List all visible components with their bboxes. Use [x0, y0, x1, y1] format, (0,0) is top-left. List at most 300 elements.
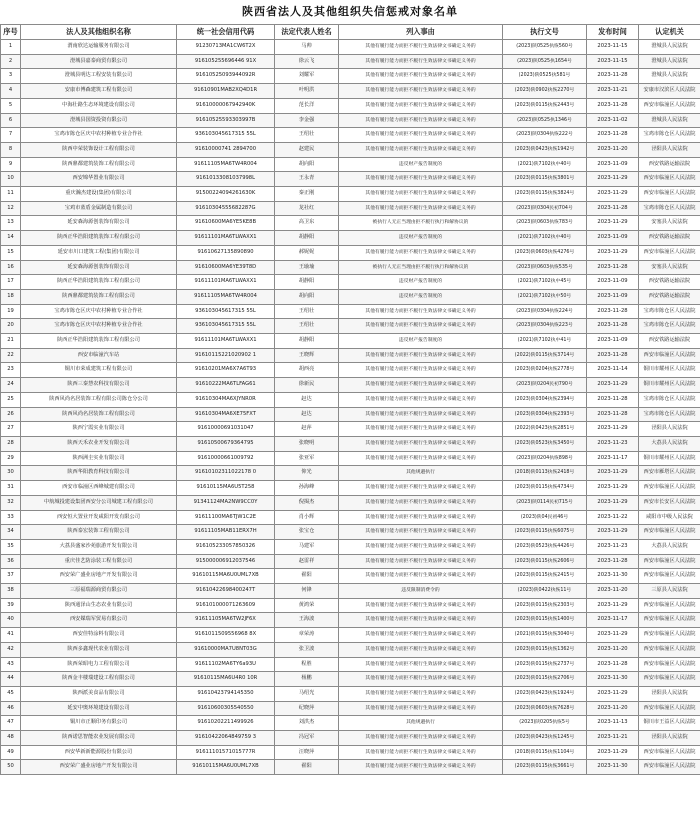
cell-credit-code: 91610202211499926 [177, 716, 275, 731]
cell-publish-date: 2023-11-02 [587, 113, 639, 128]
cell-legal-rep: 章荣涛 [275, 628, 339, 643]
table-row [1, 84, 700, 99]
cell-org-name: 澄城县国资投资有限公司 [21, 113, 177, 128]
table-row [1, 760, 700, 775]
cell-credit-code: 91611101MA6TLWAXX1 [177, 275, 275, 290]
cell-org-name: 延安市川口建筑工程(集团)有限公司 [21, 245, 177, 260]
table-row [1, 628, 700, 643]
cell-legal-rep: 马绍光 [275, 686, 339, 701]
cell-publish-date: 2023-11-22 [587, 510, 639, 525]
cell-publish-date: 2023-11-29 [587, 745, 639, 760]
cell-credit-code: 91610000691031047 [177, 422, 275, 437]
cell-legal-rep: 徐云飞 [275, 54, 339, 69]
cell-credit-code: 91610600305540550 [177, 701, 275, 716]
cell-case-number: (2023)陕0204执恢2778号 [503, 363, 587, 378]
cell-index: 15 [1, 245, 21, 260]
cell-publish-date: 2023-11-29 [587, 495, 639, 510]
cell-org-name: 延安森海源创装饰有限公司 [21, 216, 177, 231]
cell-legal-rep: 叶明洪 [275, 84, 339, 99]
cell-credit-code: 91610115221020902 1 [177, 348, 275, 363]
cell-authority: 西安市临潼区人民法院 [639, 525, 700, 540]
cell-reason: 被执行人无正当理由拒不履行执行和解协议的 [339, 260, 503, 275]
cell-legal-rep: 王海波 [275, 613, 339, 628]
cell-legal-rep: 张晓明 [275, 436, 339, 451]
cell-publish-date: 2023-11-29 [587, 481, 639, 496]
cell-case-number: (2021)陕7102执中41号 [503, 334, 587, 349]
cell-index: 30 [1, 466, 21, 481]
table-row [1, 436, 700, 451]
cell-case-number: (2023)陕0304执恢2393号 [503, 407, 587, 422]
cell-reason: 其他有履行能力而拒不履行生效法律文书确定义务的 [339, 598, 503, 613]
cell-org-name: 宝鸡市陈仓区庆中农村种植专业合作社 [21, 319, 177, 334]
cell-org-name: 陕西洲圭实业有限公司 [21, 451, 177, 466]
cell-case-number: (2023)陕0603执恢783号 [503, 216, 587, 231]
cell-credit-code: 91611101MA6TLWAXX1 [177, 231, 275, 246]
cell-credit-code: 91610115MA6U0UML7XB [177, 760, 275, 775]
table-row [1, 554, 700, 569]
cell-legal-rep: 王永青 [275, 172, 339, 187]
cell-index: 32 [1, 495, 21, 510]
table-row [1, 40, 700, 55]
cell-publish-date: 2023-11-09 [587, 289, 639, 304]
cell-authority: 咸阳市中级人民法院 [639, 510, 700, 525]
cell-index: 2 [1, 54, 21, 69]
cell-authority: 西安市临潼区人民法院 [639, 701, 700, 716]
cell-reason: 其他有履行能力而拒不履行生效法律文书确定义务的 [339, 642, 503, 657]
cell-org-name: 陕西派美食品有限公司 [21, 686, 177, 701]
table-row [1, 422, 700, 437]
cell-authority: 西安市临潼区人民法院 [639, 672, 700, 687]
cell-publish-date: 2023-11-15 [587, 40, 639, 55]
cell-credit-code: 91611105MA6TW2JF6X [177, 613, 275, 628]
cell-authority: 铜川市耀州区人民法院 [639, 378, 700, 393]
table-row [1, 113, 700, 128]
table-row [1, 334, 700, 349]
cell-publish-date: 2023-11-09 [587, 231, 639, 246]
table-row [1, 201, 700, 216]
cell-credit-code: 91610000741 2894700 [177, 142, 275, 157]
cell-reason: 其他有履行能力而拒不履行生效法律文书确定义务的 [339, 731, 503, 746]
cell-reason: 其他有履行能力而拒不履行生效法律文书确定义务的 [339, 40, 503, 55]
cell-legal-rep: 刘洪杰 [275, 716, 339, 731]
cell-authority: 宝鸡市陈仓区人民法院 [639, 407, 700, 422]
cell-reason: 其他有履行能力而拒不履行生效法律文书确定义务的 [339, 745, 503, 760]
cell-authority: 西安市临潼区人民法院 [639, 628, 700, 643]
cell-case-number: (2023)陕0115执恢3824号 [503, 187, 587, 202]
cell-publish-date: 2023-11-28 [587, 392, 639, 407]
cell-reason: 其他有履行能力而拒不履行生效法律文书确定义务的 [339, 187, 503, 202]
table-row [1, 451, 700, 466]
cell-org-name: 安康市博森建筑工程有限公司 [21, 84, 177, 99]
cell-authority: 西安市长安区人民法院 [639, 495, 700, 510]
cell-legal-rep: 纪晓萍 [275, 701, 339, 716]
cell-org-name: 陕西三秦慧农科技有限公司 [21, 378, 177, 393]
table-row [1, 98, 700, 113]
cell-authority: 西安市临潼区人民法院 [639, 657, 700, 672]
cell-authority: 铜川市耀州区人民法院 [639, 451, 700, 466]
cell-reason: 其他有履行能力而拒不履行生效法律文书确定义务的 [339, 554, 503, 569]
cell-reason: 违反财产报告制度的 [339, 231, 503, 246]
cell-legal-rep: 王晓辉 [275, 348, 339, 363]
cell-publish-date: 2023-11-28 [587, 260, 639, 275]
cell-authority: 西安铁路运输法院 [639, 157, 700, 172]
cell-authority: 西安市临潼区人民法院 [639, 172, 700, 187]
cell-org-name: 西安市临潼汽车站 [21, 348, 177, 363]
cell-index: 36 [1, 554, 21, 569]
cell-index: 42 [1, 642, 21, 657]
cell-org-name: 西安恒大置业开发咸阳开发有限公司 [21, 510, 177, 525]
column-header-index: 序号 [1, 25, 21, 40]
cell-legal-rep: 赵建民 [275, 142, 339, 157]
cell-org-name: 西安锦华置业有限公司 [21, 172, 177, 187]
cell-case-number: (2021)陕7102执中40号 [503, 231, 587, 246]
cell-authority: 西安市临潼区人民法院 [639, 642, 700, 657]
cell-case-number: (2023)陕0115执恢6075号 [503, 525, 587, 540]
cell-credit-code: 91610000067942940K [177, 98, 275, 113]
cell-org-name: 陕西诺思智能农业发展有限公司 [21, 731, 177, 746]
cell-legal-rep: 马帅 [275, 40, 339, 55]
cell-index: 10 [1, 172, 21, 187]
cell-index: 40 [1, 613, 21, 628]
cell-reason: 其他有履行能力而拒不履行生效法律文书确定义务的 [339, 451, 503, 466]
table-row [1, 569, 700, 584]
cell-index: 50 [1, 760, 21, 775]
cell-publish-date: 2023-11-20 [587, 142, 639, 157]
cell-org-name: 中航城投建设集团西安分公司城建工程有限公司 [21, 495, 177, 510]
cell-index: 3 [1, 69, 21, 84]
cell-case-number: (2023)陕0205执恢5号 [503, 716, 587, 731]
table-row [1, 657, 700, 672]
cell-index: 38 [1, 584, 21, 599]
cell-case-number: (2021)陕7102执中40号 [503, 157, 587, 172]
cell-credit-code: 91611105MAB11ERX7H [177, 525, 275, 540]
cell-org-name: 陕西风尚名居装饰工程有限公司 [21, 407, 177, 422]
cell-legal-rep: 杨鹏 [275, 672, 339, 687]
cell-credit-code: 91230713MA1CW6T2X [177, 40, 275, 55]
cell-legal-rep: 胡向阳 [275, 157, 339, 172]
cell-org-name: 陕西风尚名居装饰工程有限公司陈仓分公司 [21, 392, 177, 407]
cell-org-name: 陕西正华浩阳建筑装饰工程有限公司 [21, 231, 177, 246]
cell-authority: 安康市汉滨区人民法院 [639, 84, 700, 99]
cell-reason: 其他有履行能力而拒不履行生效法律文书确定义务的 [339, 760, 503, 775]
cell-reason: 违反限制消费令的 [339, 584, 503, 599]
cell-legal-rep: 张亚军 [275, 451, 339, 466]
cell-index: 6 [1, 113, 21, 128]
cell-org-name: 陕西中荣装饰设计工程有限公司 [21, 142, 177, 157]
cell-index: 34 [1, 525, 21, 540]
cell-publish-date: 2023-11-28 [587, 128, 639, 143]
cell-case-number: (2023)陕04民初46号 [503, 510, 587, 525]
cell-case-number: (2023)陕0204执恢898号 [503, 451, 587, 466]
cell-legal-rep: 程胜 [275, 657, 339, 672]
cell-credit-code: 916101000071263609 [177, 598, 275, 613]
cell-credit-code: 91610422064849759 3 [177, 731, 275, 746]
cell-credit-code: 91611101MA6TLWAXX1 [177, 334, 275, 349]
table-row [1, 466, 700, 481]
cell-org-name: 宝鸡市陈仓区庆中农村种植专业合作社 [21, 304, 177, 319]
cell-reason: 违反财产报告制度的 [339, 275, 503, 290]
cell-reason: 其他有履行能力而拒不履行生效法律文书确定义务的 [339, 245, 503, 260]
cell-org-name: 铜川市荣成建筑工程有限公司 [21, 363, 177, 378]
cell-reason: 其他有履行能力而拒不履行生效法律文书确定义务的 [339, 113, 503, 128]
table-row [1, 716, 700, 731]
cell-authority: 西安市临潼区人民法院 [639, 245, 700, 260]
cell-case-number: (2023)陕0115执恢1400号 [503, 613, 587, 628]
cell-reason: 其他有履行能力而拒不履行生效法律文书确定义务的 [339, 348, 503, 363]
cell-legal-rep: 倪揭杰 [275, 495, 339, 510]
cell-reason: 其他有履行能力而拒不履行生效法律文书确定义务的 [339, 495, 503, 510]
cell-credit-code: 91611105MA6TW4R004 [177, 289, 275, 304]
cell-org-name: 澄城县嘉泰商贸有限公司 [21, 54, 177, 69]
cell-case-number: (2023)陕0523执恢3450号 [503, 436, 587, 451]
cell-case-number: (2023)陕0115执恢4734号 [503, 481, 587, 496]
cell-publish-date: 2023-11-29 [587, 422, 639, 437]
cell-case-number: (2023)陕0304执恢222号 [503, 128, 587, 143]
cell-reason: 其他有履行能力而拒不履行生效法律文书确定义务的 [339, 392, 503, 407]
cell-publish-date: 2023-11-28 [587, 201, 639, 216]
cell-org-name: 宝鸡市蓝盾金属制造有限公司 [21, 201, 177, 216]
cell-authority: 西安市临潼区人民法院 [639, 745, 700, 760]
document-title: 陕西省法人及其他组织失信惩戒对象名单 [242, 5, 458, 18]
cell-org-name: 西安媒瑞军贸易有限公司 [21, 613, 177, 628]
cell-legal-rep: 胡静阳 [275, 275, 339, 290]
cell-legal-rep: 马建军 [275, 539, 339, 554]
cell-index: 5 [1, 98, 21, 113]
cell-legal-rep: 孙海峰 [275, 481, 339, 496]
cell-index: 12 [1, 201, 21, 216]
table-row [1, 539, 700, 554]
cell-authority: 西安铁路运输法院 [639, 231, 700, 246]
cell-org-name: 陕西荣昭电力工程有限公司 [21, 657, 177, 672]
cell-publish-date: 2023-11-28 [587, 304, 639, 319]
cell-index: 29 [1, 451, 21, 466]
table-row [1, 731, 700, 746]
cell-case-number: (2023)陕0603执恢7628号 [503, 701, 587, 716]
cell-credit-code: 91610422698400247T [177, 584, 275, 599]
cell-case-number: (2023)陕0423执恢1942号 [503, 142, 587, 157]
cell-authority: 泾阳县人民法院 [639, 731, 700, 746]
cell-authority: 泾阳县人民法院 [639, 422, 700, 437]
table-row [1, 142, 700, 157]
cell-credit-code: 91610600MA6YE39T8D [177, 260, 275, 275]
cell-case-number: (2023)陕0115执恢2443号 [503, 98, 587, 113]
cell-publish-date: 2023-11-23 [587, 539, 639, 554]
cell-case-number: (2022)陕0115执恢3714号 [503, 348, 587, 363]
cell-index: 25 [1, 392, 21, 407]
cell-credit-code: 91610201MA6X7A6T93 [177, 363, 275, 378]
cell-legal-rep: 赵萍 [275, 422, 339, 437]
cell-case-number: (2023)陕0304执恢224号 [503, 304, 587, 319]
cell-reason: 其他有履行能力而拒不履行生效法律文书确定义务的 [339, 304, 503, 319]
cell-org-name: 宝鸡市陈仓区庆中农村种植专业合作社 [21, 128, 177, 143]
cell-publish-date: 2023-11-28 [587, 319, 639, 334]
cell-authority: 铜川市王益区人民法院 [639, 716, 700, 731]
cell-org-name: 延安中奥环境建设有限公司 [21, 701, 177, 716]
cell-reason: 其他有履行能力而拒不履行生效法律文书确定义务的 [339, 363, 503, 378]
cell-reason: 违反财产报告制度的 [339, 289, 503, 304]
cell-publish-date: 2023-11-17 [587, 451, 639, 466]
cell-legal-rep: 王绍壮 [275, 128, 339, 143]
cell-credit-code: 91610500679364795 [177, 436, 275, 451]
table-row [1, 275, 700, 290]
cell-org-name: 陕西正华浩阳建筑装饰工程有限公司 [21, 334, 177, 349]
cell-publish-date: 2023-11-30 [587, 672, 639, 687]
cell-authority: 西安市临潼区人民法院 [639, 348, 700, 363]
cell-index: 20 [1, 319, 21, 334]
cell-legal-rep: 黄鸿荣 [275, 598, 339, 613]
cell-legal-rep: 郝妮妮 [275, 245, 339, 260]
table-row [1, 172, 700, 187]
cell-authority: 安塞县人民法院 [639, 216, 700, 231]
cell-credit-code: 91610000MA7U8NT03G [177, 642, 275, 657]
cell-org-name: 西安荣广盛业房地产开发有限公司 [21, 760, 177, 775]
table-row [1, 525, 700, 540]
cell-reason: 其他有履行能力而拒不履行生效法律文书确定义务的 [339, 378, 503, 393]
cell-legal-rep: 刘耀军 [275, 69, 339, 84]
cell-legal-rep: 张宝仓 [275, 525, 339, 540]
cell-authority: 大荔县人民法院 [639, 539, 700, 554]
cell-index: 27 [1, 422, 21, 437]
table-row [1, 745, 700, 760]
cell-index: 14 [1, 231, 21, 246]
cell-legal-rep: 胡西亮 [275, 363, 339, 378]
cell-authority: 西安铁路运输法院 [639, 334, 700, 349]
table-row [1, 69, 700, 84]
cell-publish-date: 2023-11-28 [587, 554, 639, 569]
cell-reason: 其他有履行能力而拒不履行生效法律文书确定义务的 [339, 481, 503, 496]
cell-reason: 其他有履行能力而拒不履行生效法律文书确定义务的 [339, 84, 503, 99]
cell-authority: 宝鸡市陈仓区人民法院 [639, 128, 700, 143]
table-row [1, 481, 700, 496]
cell-case-number: (2023)陕0525执恢560号 [503, 40, 587, 55]
cell-index: 19 [1, 304, 21, 319]
cell-publish-date: 2023-11-28 [587, 348, 639, 363]
cell-legal-rep: 李金强 [275, 113, 339, 128]
cell-reason: 其他有履行能力而拒不履行生效法律文书确定义务的 [339, 539, 503, 554]
cell-reason: 违反财产报告制度的 [339, 334, 503, 349]
cell-index: 35 [1, 539, 21, 554]
table-body [1, 40, 700, 775]
cell-reason: 其他有履行能力而拒不履行生效法律文书确定义务的 [339, 672, 503, 687]
cell-case-number: (2023)陕0902执恢2270号 [503, 84, 587, 99]
cell-case-number: (2021)陕7102执中50号 [503, 289, 587, 304]
cell-case-number: (2023)陕0422执恢11号 [503, 584, 587, 599]
cell-credit-code: 91610423794145350 [177, 686, 275, 701]
cell-org-name: 重庆佳艺防涂装工程有限公司 [21, 554, 177, 569]
cell-publish-date: 2023-11-29 [587, 466, 639, 481]
cell-publish-date: 2023-11-29 [587, 216, 639, 231]
cell-org-name: 中海壮路生态环境建设有限公司 [21, 98, 177, 113]
cell-case-number: (2023)陕0423执恢1245号 [503, 731, 587, 746]
column-header-authority: 认定机关 [639, 25, 700, 40]
cell-publish-date: 2023-11-14 [587, 363, 639, 378]
cell-org-name: 铜川市正顺印务有限公司 [21, 716, 177, 731]
cell-reason: 其他有履行能力而拒不履行生效法律文书确定义务的 [339, 628, 503, 643]
cell-reason: 其他规避执行 [339, 716, 503, 731]
cell-index: 23 [1, 363, 21, 378]
table-row [1, 304, 700, 319]
cell-publish-date: 2023-11-21 [587, 731, 639, 746]
cell-credit-code: 91610627135890890 [177, 245, 275, 260]
table-row [1, 686, 700, 701]
cell-publish-date: 2023-11-29 [587, 686, 639, 701]
cell-authority: 澄城县人民法院 [639, 69, 700, 84]
cell-index: 41 [1, 628, 21, 643]
table-row [1, 231, 700, 246]
cell-credit-code: 91610102311022178 0 [177, 466, 275, 481]
cell-credit-code: 91610115MA6U5T258 [177, 481, 275, 496]
table-row [1, 598, 700, 613]
cell-index: 45 [1, 686, 21, 701]
cell-reason: 违反财产报告制度的 [339, 157, 503, 172]
cell-legal-rep: 张卫波 [275, 642, 339, 657]
cell-publish-date: 2023-11-29 [587, 245, 639, 260]
cell-index: 18 [1, 289, 21, 304]
column-header-credit-code: 统一社会信用代码 [177, 25, 275, 40]
cell-case-number: (2023)陕0423执恢1924号 [503, 686, 587, 701]
table-row [1, 363, 700, 378]
cell-legal-rep: 翟阳 [275, 569, 339, 584]
cell-credit-code: 91610304MA6XE75FXT [177, 407, 275, 422]
cell-publish-date: 2023-11-29 [587, 187, 639, 202]
table-row [1, 216, 700, 231]
table-row [1, 407, 700, 422]
cell-authority: 西安市临潼区人民法院 [639, 554, 700, 569]
cell-authority: 宝鸡市陈仓区人民法院 [639, 304, 700, 319]
cell-credit-code: 936103045617315 55L [177, 128, 275, 143]
cell-authority: 澄城县人民法院 [639, 54, 700, 69]
cell-index: 24 [1, 378, 21, 393]
cell-case-number: (2023)陕0523执恢4426号 [503, 539, 587, 554]
cell-credit-code: 91611102MA6TY6a93U [177, 657, 275, 672]
table-row [1, 495, 700, 510]
cell-credit-code: 91611101571015777R [177, 745, 275, 760]
cell-authority: 西安市临潼区人民法院 [639, 569, 700, 584]
cell-reason: 被执行人无正当理由拒不履行执行和解协议的 [339, 216, 503, 231]
cell-credit-code: 91610600MA6YE5KE8B [177, 216, 275, 231]
table-row [1, 245, 700, 260]
cell-legal-rep: 胡向阳 [275, 289, 339, 304]
cell-case-number: (2023)陕0603执恢4276号 [503, 245, 587, 260]
cell-index: 44 [1, 672, 21, 687]
cell-reason: 其他有履行能力而拒不履行生效法律文书确定义务的 [339, 98, 503, 113]
table-row [1, 319, 700, 334]
cell-authority: 西安市临潼区人民法院 [639, 613, 700, 628]
cell-org-name: 重庆瀚杰建设(集团)有限公司 [21, 187, 177, 202]
cell-publish-date: 2023-11-29 [587, 525, 639, 540]
cell-authority: 西安市临潼区人民法院 [639, 760, 700, 775]
cell-org-name: 三原福瑞源商贸有限公司 [21, 584, 177, 599]
table-row [1, 187, 700, 202]
cell-index: 11 [1, 187, 21, 202]
cell-legal-rep: 赵雷祥 [275, 554, 339, 569]
column-header-legal-rep: 法定代表人姓名 [275, 25, 339, 40]
cell-org-name: 西安华新新能源股份有限公司 [21, 745, 177, 760]
cell-reason: 其他有履行能力而拒不履行生效法律文书确定义务的 [339, 201, 503, 216]
cell-case-number: (2023)陕0525执581号 [503, 69, 587, 84]
cell-org-name: 陕西天禾农业开发有限公司 [21, 436, 177, 451]
cell-reason: 其他有履行能力而拒不履行生效法律文书确定义务的 [339, 422, 503, 437]
cell-credit-code: 936103045617315 55L [177, 319, 275, 334]
cell-index: 28 [1, 436, 21, 451]
cell-org-name: 陕西鼎都建筑装饰工程有限公司 [21, 289, 177, 304]
cell-credit-code: 91341124MA2NW9CC0Y [177, 495, 275, 510]
cell-case-number: (2023)陕0304民初704号 [503, 201, 587, 216]
table-row [1, 128, 700, 143]
cell-publish-date: 2023-11-09 [587, 334, 639, 349]
cell-case-number: (2022)陕0423执恢2851号 [503, 422, 587, 437]
cell-publish-date: 2023-11-20 [587, 642, 639, 657]
